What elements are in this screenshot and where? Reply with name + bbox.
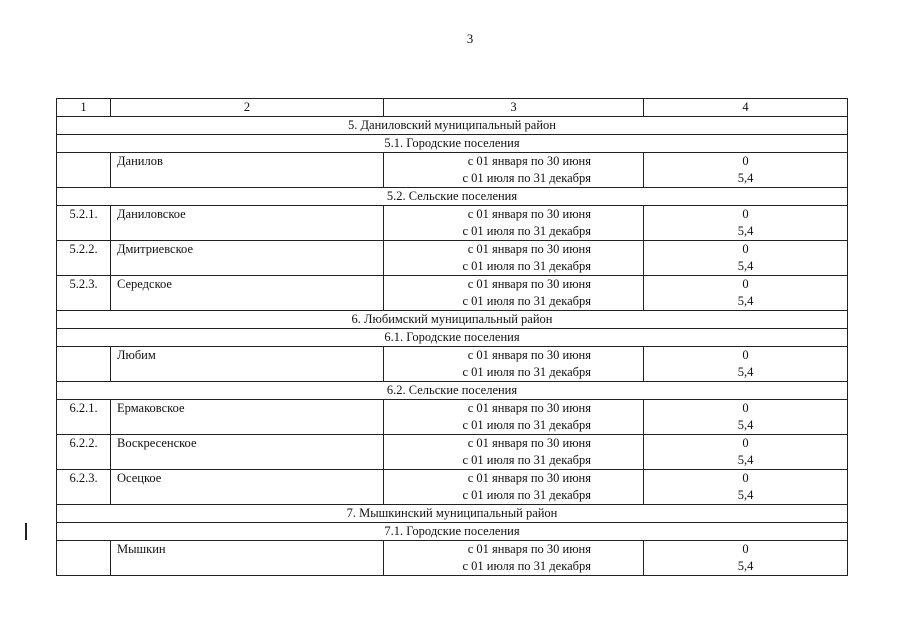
row-number: [57, 347, 111, 382]
value-second-half: 5,4: [644, 558, 848, 576]
section-row: [57, 117, 848, 135]
value-second-half: 5,4: [644, 417, 848, 435]
value-second-half: 5,4: [644, 364, 848, 382]
value-second-half: 5,4: [644, 487, 848, 505]
section-row: [57, 382, 848, 400]
value-second-half: 5,4: [644, 170, 848, 188]
period-first-half: с 01 января по 30 июня: [384, 435, 644, 453]
value-second-half: 5,4: [644, 293, 848, 311]
period-first-half: с 01 января по 30 июня: [384, 241, 644, 259]
period-second-half: с 01 июля по 31 декабря: [384, 452, 644, 470]
period-first-half: с 01 января по 30 июня: [384, 541, 644, 559]
table-row: [57, 241, 848, 259]
settlement-name: Даниловское: [111, 206, 384, 241]
column-number-3: 3: [384, 99, 644, 117]
section-row: [57, 135, 848, 153]
settlement-name: Осецкое: [111, 470, 384, 505]
section-title: 7. Мышкинский муниципальный район: [57, 505, 848, 523]
value-second-half: 5,4: [644, 452, 848, 470]
table-row: [57, 470, 848, 488]
row-number: 5.2.3.: [57, 276, 111, 311]
period-first-half: с 01 января по 30 июня: [384, 206, 644, 224]
row-number: [57, 153, 111, 188]
table-row: [57, 276, 848, 294]
settlement-name: Данилов: [111, 153, 384, 188]
settlement-name: Середское: [111, 276, 384, 311]
settlement-name: Мышкин: [111, 541, 384, 576]
value-first-half: 0: [644, 435, 848, 453]
value-first-half: 0: [644, 206, 848, 224]
value-first-half: 0: [644, 541, 848, 559]
section-title: 5.2. Сельские поселения: [57, 188, 848, 206]
settlement-name: Любим: [111, 347, 384, 382]
settlement-name: Ермаковское: [111, 400, 384, 435]
settlement-name: Дмитриевское: [111, 241, 384, 276]
value-first-half: 0: [644, 347, 848, 365]
section-row: [57, 311, 848, 329]
period-first-half: с 01 января по 30 июня: [384, 470, 644, 488]
tariff-table: [56, 98, 848, 576]
period-second-half: с 01 июля по 31 декабря: [384, 170, 644, 188]
period-first-half: с 01 января по 30 июня: [384, 153, 644, 171]
period-second-half: с 01 июля по 31 декабря: [384, 223, 644, 241]
page-number: 3: [466, 31, 474, 46]
section-row: [57, 505, 848, 523]
value-first-half: 0: [644, 470, 848, 488]
value-first-half: 0: [644, 400, 848, 418]
period-second-half: с 01 июля по 31 декабря: [384, 487, 644, 505]
row-number: 5.2.2.: [57, 241, 111, 276]
section-title: 6.2. Сельские поселения: [57, 382, 848, 400]
table-row: [57, 400, 848, 418]
period-second-half: с 01 июля по 31 декабря: [384, 558, 644, 576]
value-second-half: 5,4: [644, 223, 848, 241]
value-first-half: 0: [644, 153, 848, 171]
section-title: 7.1. Городские поселения: [57, 523, 848, 541]
section-row: [57, 523, 848, 541]
row-number: 6.2.3.: [57, 470, 111, 505]
period-first-half: с 01 января по 30 июня: [384, 400, 644, 418]
value-first-half: 0: [644, 241, 848, 259]
section-title: 6.1. Городские поселения: [57, 329, 848, 347]
settlement-name: Воскресенское: [111, 435, 384, 470]
section-title: 6. Любимский муниципальный район: [57, 311, 848, 329]
column-number-2: 2: [111, 99, 384, 117]
value-first-half: 0: [644, 276, 848, 294]
period-first-half: с 01 января по 30 июня: [384, 276, 644, 294]
period-second-half: с 01 июля по 31 декабря: [384, 293, 644, 311]
row-number: [57, 541, 111, 576]
section-row: [57, 329, 848, 347]
row-number: 5.2.1.: [57, 206, 111, 241]
section-title: 5.1. Городские поселения: [57, 135, 848, 153]
row-number: 6.2.2.: [57, 435, 111, 470]
table-row: [57, 347, 848, 365]
period-first-half: с 01 января по 30 июня: [384, 347, 644, 365]
table-row: [57, 153, 848, 171]
column-number-4: 4: [644, 99, 848, 117]
section-title: 5. Даниловский муниципальный район: [57, 117, 848, 135]
period-second-half: с 01 июля по 31 декабря: [384, 417, 644, 435]
table-row: [57, 206, 848, 224]
table-row: [57, 541, 848, 559]
value-second-half: 5,4: [644, 258, 848, 276]
column-number-row: [57, 99, 848, 117]
margin-mark: [25, 523, 27, 540]
period-second-half: с 01 июля по 31 декабря: [384, 364, 644, 382]
period-second-half: с 01 июля по 31 декабря: [384, 258, 644, 276]
section-row: [57, 188, 848, 206]
column-number-1: 1: [57, 99, 111, 117]
table-row: [57, 435, 848, 453]
row-number: 6.2.1.: [57, 400, 111, 435]
